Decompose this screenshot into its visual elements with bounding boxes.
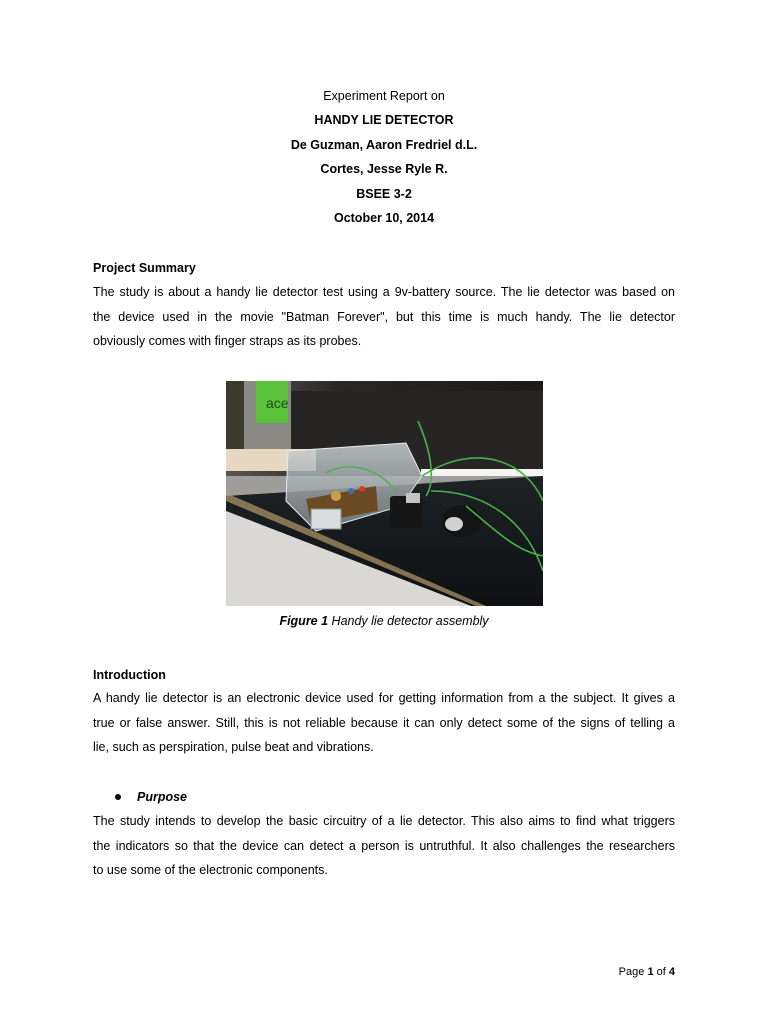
bullet-icon xyxy=(115,794,121,800)
page-word: Page xyxy=(618,966,645,978)
project-summary-heading: Project Summary xyxy=(93,261,196,275)
figure-caption-text: Handy lie detector assembly xyxy=(328,614,489,628)
report-title: HANDY LIE DETECTOR xyxy=(314,113,454,127)
figure-label: Figure 1 xyxy=(279,614,329,628)
introduction-line: true or false answer. Still, this is not reliable because it can only detect some of the signs of telling a xyxy=(93,715,675,730)
section-code: BSEE 3-2 xyxy=(356,187,412,201)
photo-illustration xyxy=(226,381,543,606)
purpose-heading: Purpose xyxy=(137,790,188,804)
lie-detector-photo xyxy=(226,381,543,606)
purpose-paragraph xyxy=(93,809,675,883)
introduction-paragraph xyxy=(93,686,675,760)
current-page: 1 xyxy=(647,966,654,978)
introduction-line: lie, such as perspiration, pulse beat and vibrations. xyxy=(93,740,374,755)
report-date: October 10, 2014 xyxy=(333,211,435,225)
page-number xyxy=(619,966,675,978)
summary-line: The study is about a handy lie detector test using a 9v-battery source. The lie detector was based on xyxy=(93,285,675,299)
total-pages: 4 xyxy=(668,966,675,978)
purpose-bullet xyxy=(115,789,187,805)
purpose-line: The study intends to develop the basic circuitry of a lie detector. This also aims to find what triggers xyxy=(93,814,675,828)
summary-line: obviously comes with finger straps as its probes. xyxy=(93,334,362,349)
author-2: Cortes, Jesse Ryle R. xyxy=(320,162,448,176)
figure-caption xyxy=(0,614,768,628)
project-summary-paragraph xyxy=(93,280,675,354)
purpose-line: the indicators so that the device can detect a person is untruthful. It also challenges the researchers xyxy=(93,838,675,853)
of-word: of xyxy=(656,966,666,978)
summary-line: the device used in the movie "Batman Forever", but this time is much handy. The lie detector xyxy=(93,309,675,324)
monitor-logo-text: ace xyxy=(266,395,289,411)
introduction-line: A handy lie detector is an electronic device used for getting information from a the subject. It gives a xyxy=(93,691,675,705)
purpose-line: to use some of the electronic components. xyxy=(93,863,328,878)
introduction-heading: Introduction xyxy=(93,668,166,682)
author-1: De Guzman, Aaron Fredriel d.L. xyxy=(290,138,478,152)
report-type-line: Experiment Report on xyxy=(323,89,445,103)
